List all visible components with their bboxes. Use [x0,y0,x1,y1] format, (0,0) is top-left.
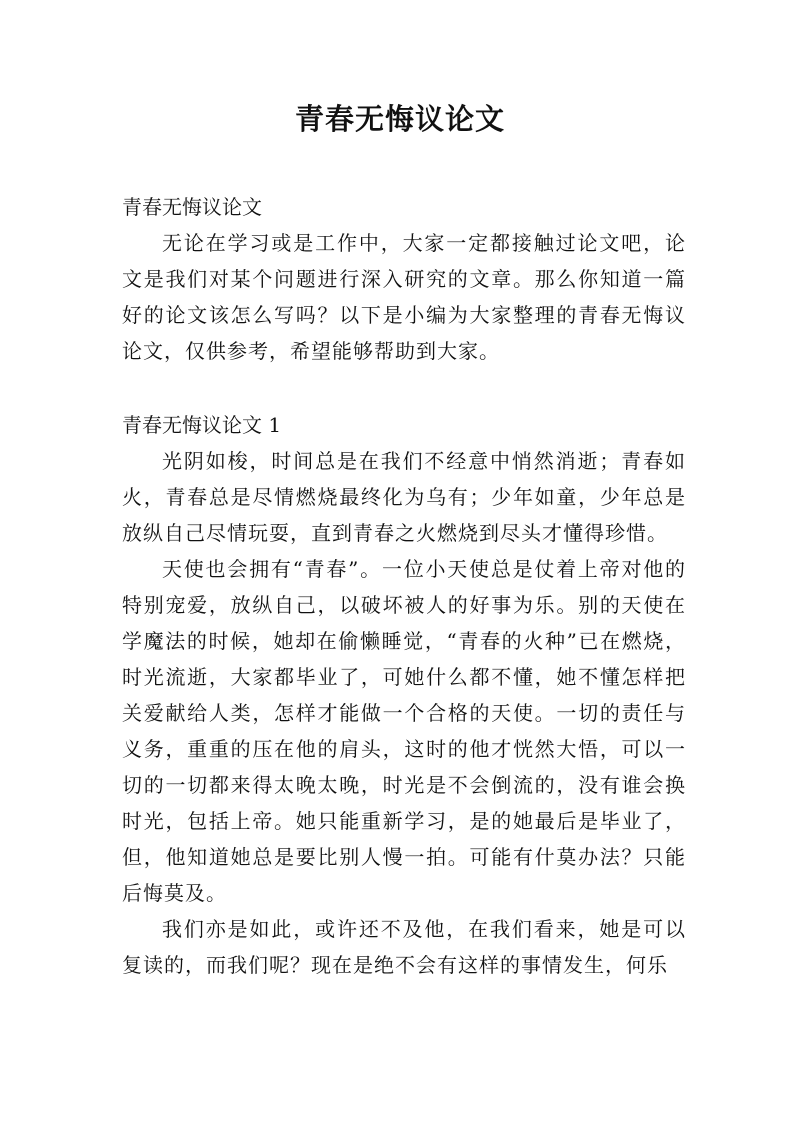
intro-heading: 青春无悔议论文 [122,195,262,219]
section-spacer [122,369,686,407]
page-title: 青春无悔议论文 [294,102,505,136]
intro-paragraph: 无论在学习或是工作中，大家一定都接触过论文吧，论文是我们对某个问题进行深入研究的文章。那么你知道一篇好的论文该怎么写吗？以下是小编为大家整理的青春无悔议论文，仅供参考，希望能够帮助到大家。 [122,231,686,363]
section-1-paragraph: 光阴如梭，时间总是在我们不经意中悄然消逝；青春如火，青春总是尽情燃烧最终化为乌有；少年如童，少年总是放纵自己尽情玩耍，直到青春之火燃烧到尽头才懂得珍惜。 [122,449,686,545]
section-1-paragraph: 天使也会拥有“青春”。一位小天使总是仗着上帝对他的特别宠爱，放纵自己，以破坏被人的好事为乐。别的天使在学魔法的时候，她却在偷懒睡觉，“青春的火种”已在燃烧，时光流逝，大家都毕业了，可她什么都不懂，她不懂怎样把关爱献给人类，怎样才能做一个合格的天使。一切的责任与义务，重重的压在他的肩头，这时的他才恍然大悟，可以一切的一切都来得太晚太晚，时光是不会倒流的，没有谁会换时光，包括上帝。她只能重新学习，是的她最后是毕业了，但，他知道她总是要比别人慢一拍。可能有什莫办法？只能后悔莫及。 [122,557,686,905]
section-1-heading: 青春无悔议论文 1 [122,413,282,437]
section-1-paragraph: 我们亦是如此，或许还不及他，在我们看来，她是可以复读的，而我们呢？现在是绝不会有这样的事情发生，何乐 [122,917,686,977]
document-body [122,189,686,983]
